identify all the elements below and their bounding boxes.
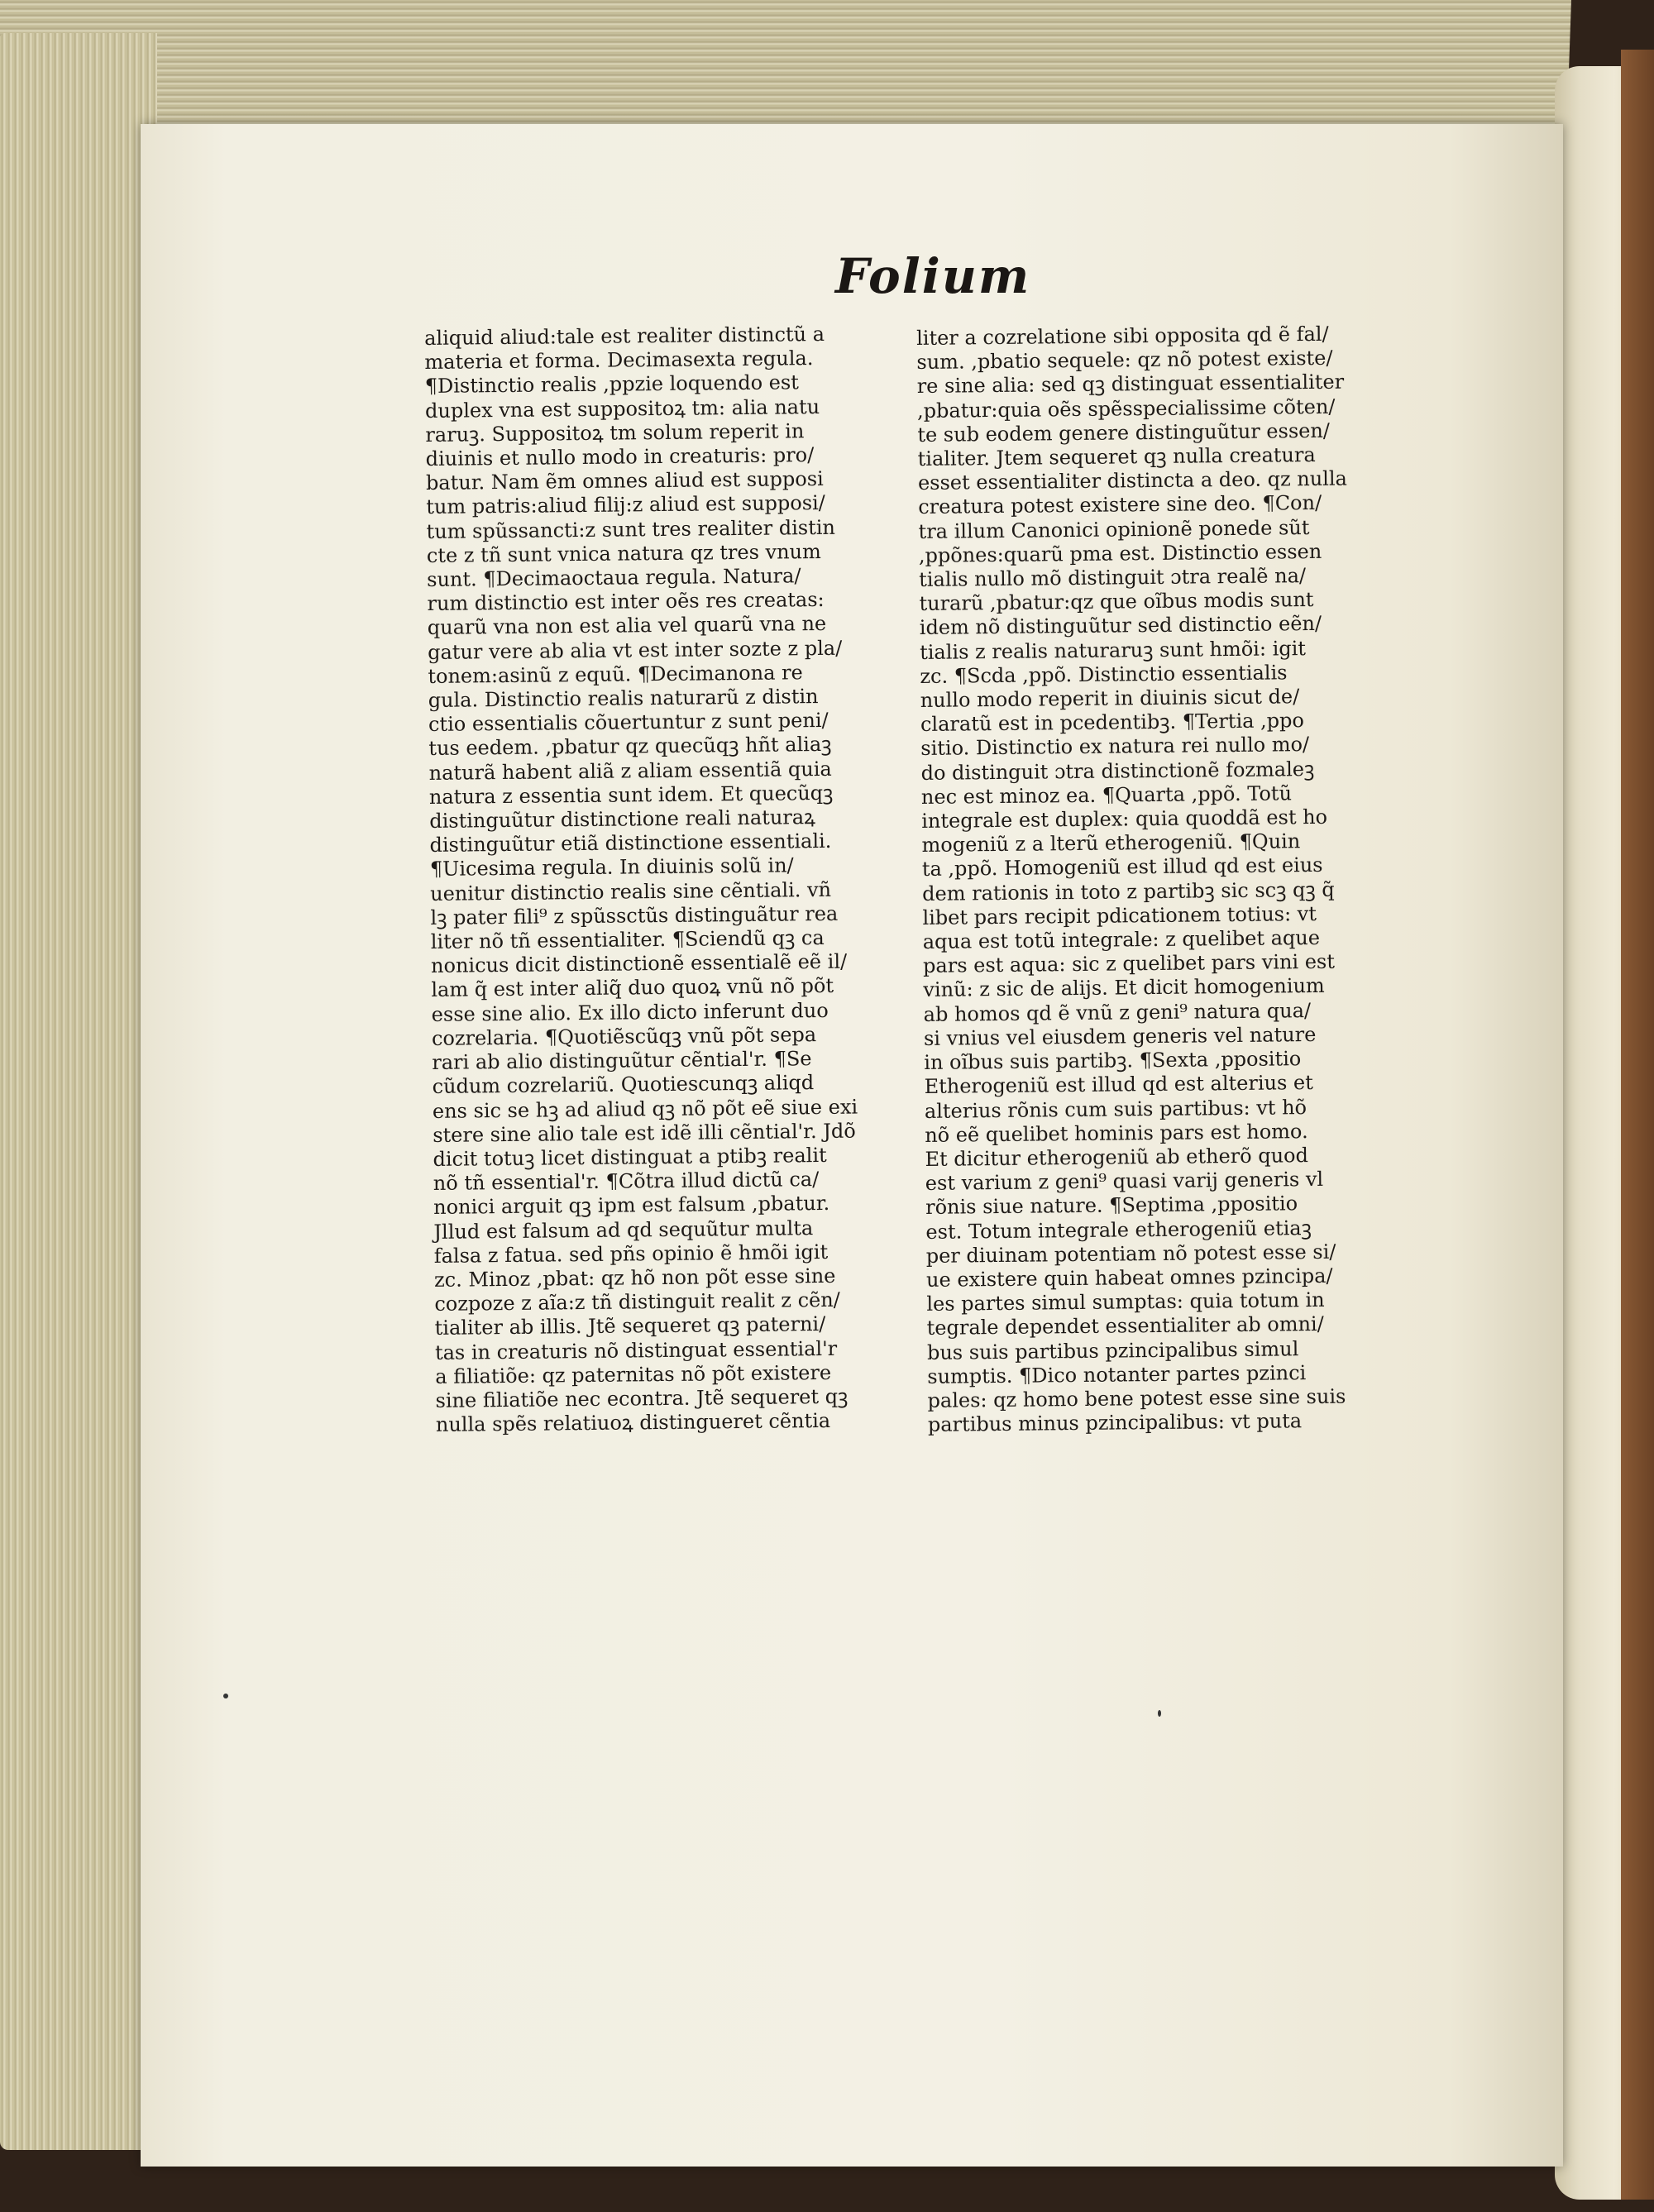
text-line: tus eedem. ,pbatur qz quecũqꝫ hñt aliaꝫ [428,733,832,761]
page-stack-left-edge [0,33,157,2150]
page-speck [223,1694,228,1698]
text-line: gatur vere ab alia vt est inter sozte z pla/ [427,636,843,664]
page-speck [1158,1710,1161,1717]
text-line: nec est minoz ea. ¶Quarta ,ppõ. Totũ [920,781,1293,809]
text-line: ¶Distinctio realis ,ppzie loquendo est [424,370,800,399]
text-line: vinũ: z sic de alijs. Et dicit homogenium [923,974,1325,1002]
text-line: libet pars recipit pdicationem totius: vt [922,901,1317,929]
text-line: est. Totum integrale etherogeniũ etiaꝫ [925,1216,1312,1244]
text-line: Etherogeniũ est illud qd est alterius et [924,1071,1313,1099]
text-line: tum patris:aliud filij:z aliud est supposi/ [426,491,825,519]
text-line: ¶Uicesima regula. In diuinis solũ in/ [429,853,794,881]
text-line: les partes simul sumptas: quia totum in [926,1288,1325,1316]
text-line: nulla spẽs relatiuoꝝ distingueret cẽntia [435,1409,831,1437]
text-line: naturã habent aliã z aliam essentiã quia [428,757,832,785]
text-line: materia et forma. Decimasexta regula. [424,346,814,375]
text-line: nõ eẽ quelibet hominis pars est homo. [925,1119,1308,1147]
text-line: zc. Minoz ,pbat: qz hõ non põt esse sine [433,1264,836,1292]
text-line: liter nõ tñ essentialiter. ¶Sciendũ qꝫ ca [430,926,825,954]
text-line: sine filiatiõe nec econtra. Jtẽ sequeret qꝫ [435,1384,849,1412]
text-line: tegrale dependet essentialiter ab omni/ [926,1312,1324,1340]
text-line: cte z tñ sunt vnica natura qz tres vnum [426,539,821,567]
book-cover-edge [1621,50,1654,2200]
text-line: mogeniũ z a lterũ etherogeniũ. ¶Quin [921,829,1301,858]
text-line: pars est aqua: sic z quelibet pars vini est [922,950,1336,978]
text-line: tialis z realis naturaruꝫ sunt hmõi: igit [919,636,1307,664]
text-line: distinguũtur distinctione reali naturaꝝ [429,805,816,834]
text-line: a filiatiõe: qz paternitas nõ põt existere [435,1360,832,1388]
page-header-title: Folium [835,248,1031,304]
text-line: tialiter ab illis. Jtẽ sequeret qꝫ paterni/ [434,1312,826,1340]
text-line: sum. ,pbatio sequele: qz nõ potest existe/ [916,346,1333,375]
text-line: dicit totuꝫ licet distinguat a ptibꝫ realit [433,1143,827,1171]
text-line: cũdum cozrelariũ. Quotiescunqꝫ aliqd [432,1071,815,1099]
text-line: zc. ¶Scda ,ppõ. Distinctio essentialis [920,661,1288,688]
text-line: diuinis et nullo modo in creaturis: pro/ [425,443,815,471]
text-line: aliquid aliud:tale est realiter distinctũ a [424,322,825,350]
text-line: ens sic se hꝫ ad aliud qꝫ nõ põt eẽ siue exi [432,1095,858,1123]
text-line: alterius rõnis cum suis partibus: vt hõ [924,1095,1307,1123]
text-line: rõnis siue nature. ¶Septima ,ppositio [925,1192,1298,1220]
text-line: gula. Distinctio realis naturarũ z distin [428,685,819,713]
text-line: Et dicitur etherogeniũ ab etherõ quod [925,1143,1309,1171]
text-line: te sub eodem genere distinguũtur essen/ [917,418,1331,447]
text-column-left [424,322,915,1437]
text-line: tonem:asinũ z equũ. ¶Decimanona re [428,661,803,688]
text-line: stere sine alio tale est idẽ illi cẽntial'r. Jdõ [433,1119,856,1147]
text-line: esset essentialiter distincta a deo. qz nulla [917,466,1348,495]
text-line: ctio essentialis cõuertuntur z sunt peni/ [428,709,829,737]
text-line: natura z essentia sunt idem. Et quecũqꝫ [428,781,834,809]
text-line: tialiter. Jtem sequeret qꝫ nulla creatura [917,442,1316,471]
text-line: pales: qz homo bene potest esse sine suis [927,1384,1346,1412]
text-line: do distinguit ɔtra distinctionẽ fozmaleꝫ [920,757,1315,785]
text-line: est varium z geni⁹ quasi varij generis vl [925,1168,1324,1196]
text-line: rum distinctio est inter oẽs res creatas: [427,588,825,616]
text-line: ,pbatur:quia oẽs spẽsspecialissime cõten/ [916,394,1336,423]
text-line: integrale est duplex: quia quoddã est ho [921,805,1328,834]
text-line: batur. Nam ẽm omnes aliud est supposi [425,467,824,495]
text-line: sunt. ¶Decimaoctaua regula. Natura/ [427,564,801,592]
text-line: falsa z fatua. sed pñs opinio ẽ hmõi igit [433,1240,829,1268]
text-line: uenitur distinctio realis sine cẽntiali. vñ [430,877,832,905]
text-line: aqua est totũ integrale: z quelibet aque [922,926,1321,954]
text-line: ue existere quin habeat omnes pzincipa/ [925,1264,1333,1292]
text-line: sitio. Distinctio ex natura rei nullo mo/ [920,733,1310,761]
text-line: tum spũssancti:z sunt tres realiter distin [426,515,836,543]
text-line: nonicus dicit distinctionẽ essentialẽ eẽ il/ [430,949,848,978]
text-line: nonici arguit qꝫ ipm est falsum ,pbatur. [433,1192,830,1220]
text-line: per diuinam potentiam nõ potest esse si/ [925,1240,1336,1268]
text-line: ,ppõnes:quarũ pma est. Distinctio essen [918,539,1322,567]
text-line: in oĩbus suis partibꝫ. ¶Sexta ,ppositio [924,1047,1302,1075]
text-line: partibus minus pzincipalibus: vt puta [927,1409,1303,1437]
text-line: turarũ ,pbatur:qz que oĩbus modis sunt [919,588,1314,616]
text-line: creatura potest existere sine deo. ¶Con/ [918,491,1322,519]
text-line: esse sine alio. Ex illo dicto inferunt duo [431,998,829,1026]
text-line: si vnius vel eiusdem generis vel nature [923,1022,1317,1050]
text-line: cozpoze z aĩa:z tñ distinguit realit z cẽn/ [434,1288,840,1316]
text-line: bus suis partibus pzincipalibus simul [926,1336,1299,1364]
text-line: Jllud est falsum ad qd sequũtur multa [433,1216,814,1244]
text-line: cozrelaria. ¶Quotiẽscũqꝫ vnũ põt sepa [431,1022,817,1050]
text-line: dem rationis in toto z partibꝫ sic scꝫ qꝫ q̃ [922,877,1335,905]
text-line: claratũ est in pcedentibꝫ. ¶Tertia ,ppo [920,709,1305,737]
text-line: tialis nullo mõ distinguit ɔtra realẽ na/ [919,564,1307,592]
text-line: tas in creaturis nõ distinguat essential'r [434,1336,838,1364]
text-line: ta ,ppõ. Homogeniũ est illud qd est eius [921,853,1323,881]
text-line: ab homos qd ẽ vnũ z geni⁹ natura qua/ [923,998,1312,1026]
text-line: liter a cozrelatione sibi opposita qd ẽ fal/ [916,322,1329,350]
text-line: re sine alia: sed qꝫ distinguat essentialiter [916,370,1345,399]
text-column-right [916,322,1408,1437]
text-line: sumptis. ¶Dico notanter partes pzinci [927,1360,1307,1388]
text-line: quarũ vna non est alia vel quarũ vna ne [427,612,827,640]
text-line: distinguũtur etiã distinctione essentiali. [429,829,832,858]
text-line: idem nõ distinguũtur sed distinctio eẽn/ [919,612,1322,640]
text-line: tra illum Canonici opinionẽ ponede sũt [918,515,1310,543]
text-line: lꝫ pater fili⁹ z spũssctũs distinguãtur rea [430,901,839,929]
text-line: nõ tñ essential'r. ¶Cõtra illud dictũ ca/ [433,1168,820,1196]
text-line: lam q̃ est inter aliq̃ duo quoꝝ vnũ nõ põt [431,974,834,1002]
text-line: raruꝫ. Suppositoꝝ tm solum reperit in [425,419,805,447]
text-line: duplex vna est suppositoꝝ tm: alia natu [424,394,820,423]
text-line: nullo modo reperit in diuinis sicut de/ [920,685,1300,713]
text-line: rari ab alio distinguũtur cẽntial'r. ¶Se [432,1047,812,1075]
